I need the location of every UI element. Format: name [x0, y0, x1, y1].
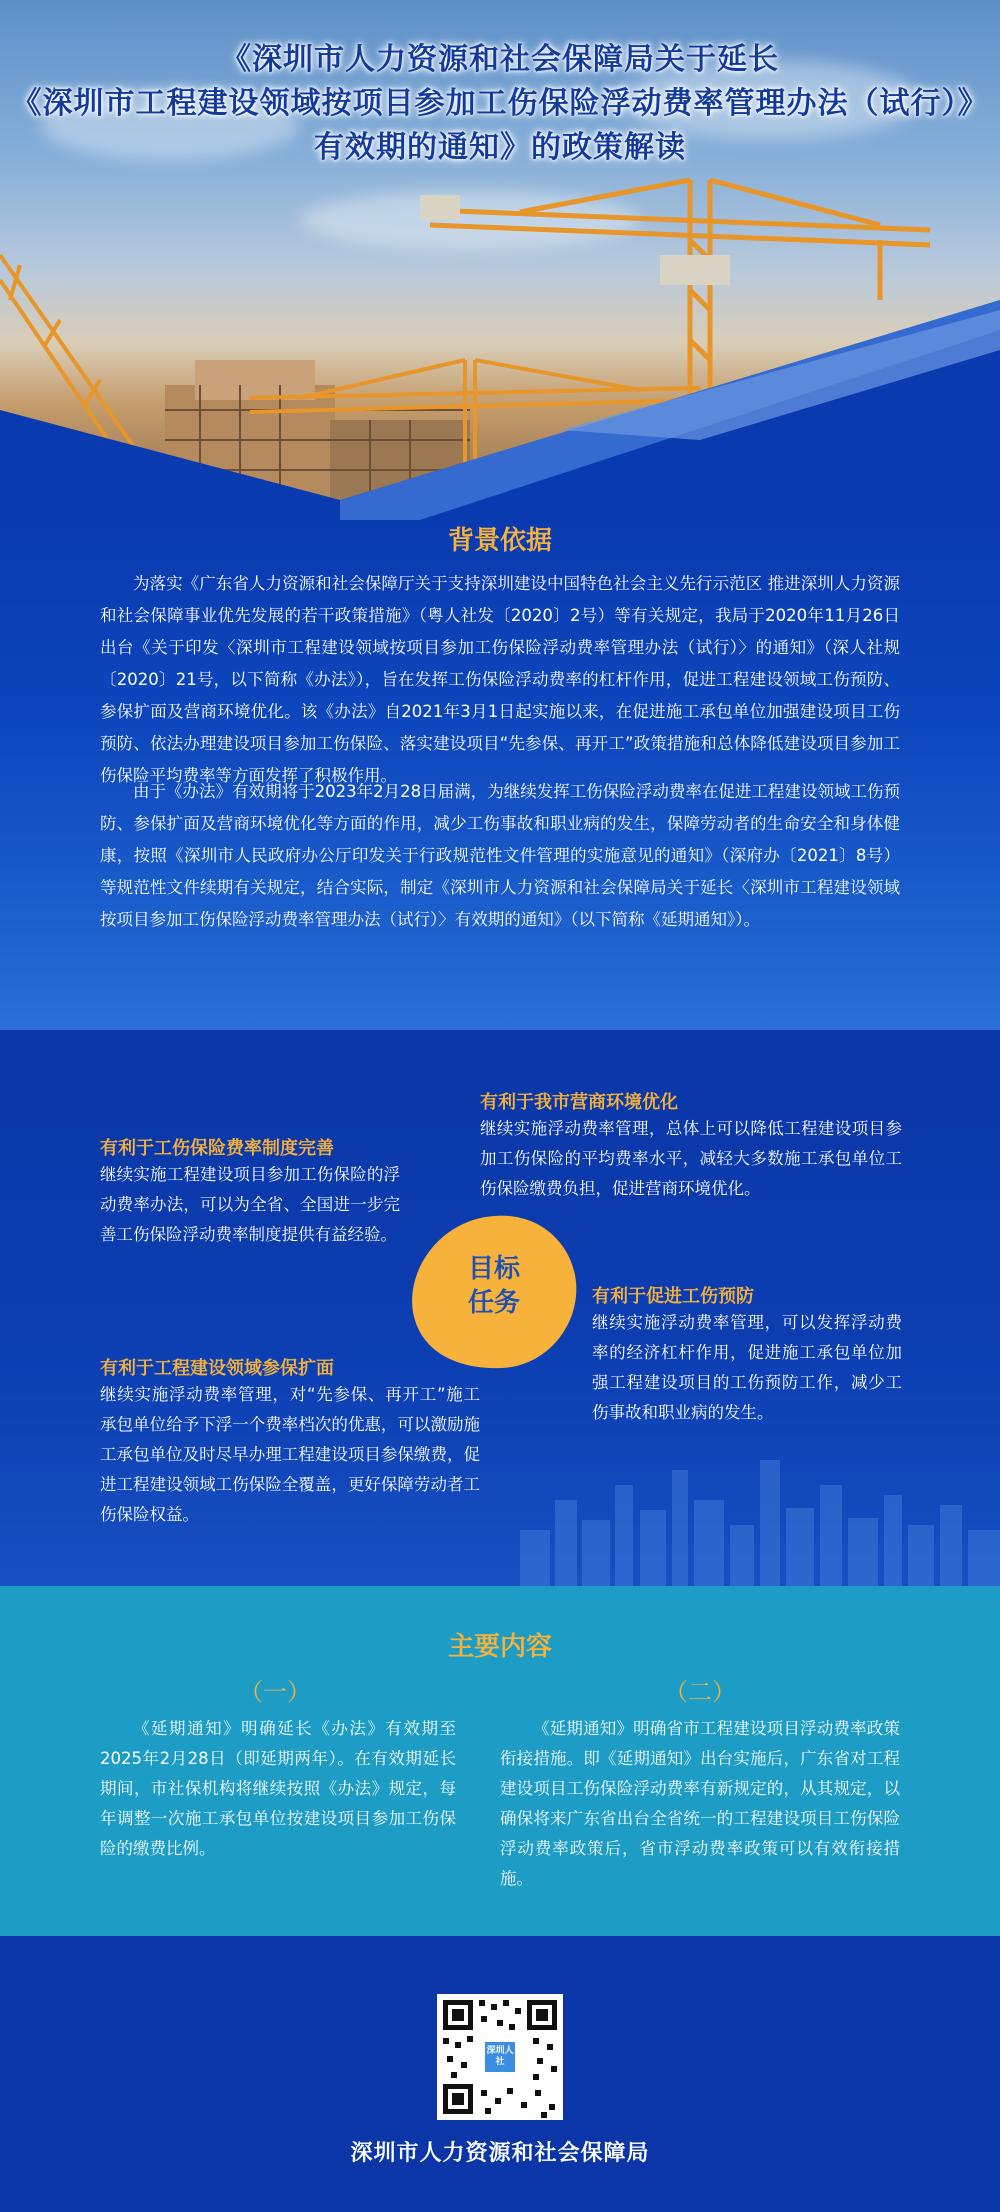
title-line-2: 《深圳市工程建设领域按项目参加工伤保险浮动费率管理办法（试行）》	[11, 86, 989, 121]
goal-body-rate-system: 继续实施工程建设项目参加工伤保险的浮动费率办法，可以为全省、全国进一步完善工伤保险浮动费率制度提供有益经验。	[100, 1165, 400, 1244]
page-title	[0, 38, 1000, 170]
background-section	[0, 520, 1000, 1030]
background-title: 背景依据	[447, 526, 552, 556]
qr-code[interactable]	[437, 1994, 563, 2120]
main-item-2-heading: （二）	[664, 1678, 736, 1706]
title-line-3: 有效期的通知》的政策解读	[314, 130, 686, 165]
goal-title-coverage: 有利于工程建设领域参保扩面	[100, 1358, 334, 1379]
main-content-section	[0, 1586, 1000, 1936]
organization-name: 深圳市人力资源和社会保障局	[350, 2141, 650, 2166]
goal-title-injury-prevention: 有利于促进工伤预防	[592, 1286, 754, 1307]
goal-center-line-1: 目标	[467, 1254, 520, 1284]
goal-body-coverage: 继续实施浮动费率管理，对“先参保、再开工”施工承包单位给予下浮一个费率档次的优惠，可以激励施工承包单位及时尽早办理工程建设项目参保缴费，促进工程建设领域工伤保险全覆盖，更好保障劳动者工伤保险权益。	[100, 1385, 480, 1524]
goal-title-rate-system: 有利于工伤保险费率制度完善	[100, 1138, 334, 1159]
footer	[0, 1936, 1000, 2212]
hero-banner	[0, 0, 1000, 520]
goal-body-injury-prevention: 继续实施浮动费率管理，可以发挥浮动费率的经济杠杆作用，促进施工承包单位加强工程建设项目的工伤预防工作，减少工伤事故和职业病的发生。	[592, 1313, 902, 1422]
title-line-1: 《深圳市人力资源和社会保障局关于延长	[221, 42, 779, 77]
qr-badge-text: 深圳人社	[486, 2046, 514, 2067]
goal-center-label	[410, 1252, 578, 1320]
goal-title-business-env: 有利于我市营商环境优化	[480, 1092, 678, 1113]
goal-center-line-2: 任务	[467, 1288, 520, 1318]
goal-body-business-env: 继续实施浮动费率管理，总体上可以降低工程建设项目参加工伤保险的平均费率水平，减轻大多数施工承包单位工伤保险缴费负担，促进营商环境优化。	[480, 1119, 902, 1198]
main-item-2-body: 《延期通知》明确省市工程建设项目浮动费率政策衔接措施。即《延期通知》出台实施后，广东省对工程建设项目工伤保险浮动费率有新规定的，从其规定，以确保将来广东省出台全省统一的工程建设项目工伤保险浮动费率政策后，省市浮动费率政策可以有效衔接措施。	[500, 1719, 900, 1888]
background-paragraph-2: 由于《办法》有效期将于2023年2月28日届满，为继续发挥工伤保险浮动费率在促进工程建设领域工伤预防、参保扩面及营商环境优化等方面的作用，减少工伤事故和职业病的发生，保障劳动者的生命安全和身体健康，按照《深圳市人民政府办公厅印发关于行政规范性文件管理的实施意见的通知》（深府办〔2021〕8号）等规范性文件续期有关规定，结合实际，制定《深圳市人力资源和社会保障局关于延长〈深圳市工程建设领域按项目参加工伤保险浮动费率管理办法（试行）〉有效期的通知》（以下简称《延期通知》）。	[100, 782, 900, 929]
main-content-title: 主要内容	[447, 1632, 552, 1662]
background-paragraph-1: 为落实《广东省人力资源和社会保障厅关于支持深圳建设中国特色社会主义先行示范区 推进深圳人力资源和社会保障事业优先发展的若干政策措施》（粤人社发〔2020〕2号）等有关规定，我局于2020年11月26日出台《关于印发〈深圳市工程建设领域按项目参加工伤保险浮动费率管理办法（试行）〉的通知》（深人社规〔2020〕21号，以下简称《办法》），旨在发挥工伤保险浮动费率的杠杆作用，促进工程建设领域工伤预防、参保扩面及营商环境优化。该《办法》自2021年3月1日起实施以来，在促进施工承包单位加强建设项目工伤预防、依法办理建设项目参加工伤保险、落实建设项目“先参保、再开工”政策措施和总体降低建设项目参加工伤保险平均费率等方面发挥了积极作用。	[100, 574, 900, 785]
main-item-1-heading: （一）	[239, 1678, 311, 1706]
main-item-1-body: 《延期通知》明确延长《办法》有效期至2025年2月28日（即延期两年）。在有效期延长期间，市社保机构将继续按照《办法》规定，每年调整一次施工承包单位按建设项目参加工伤保险的缴费比例。	[100, 1719, 456, 1858]
goals-section	[0, 1030, 1000, 1586]
